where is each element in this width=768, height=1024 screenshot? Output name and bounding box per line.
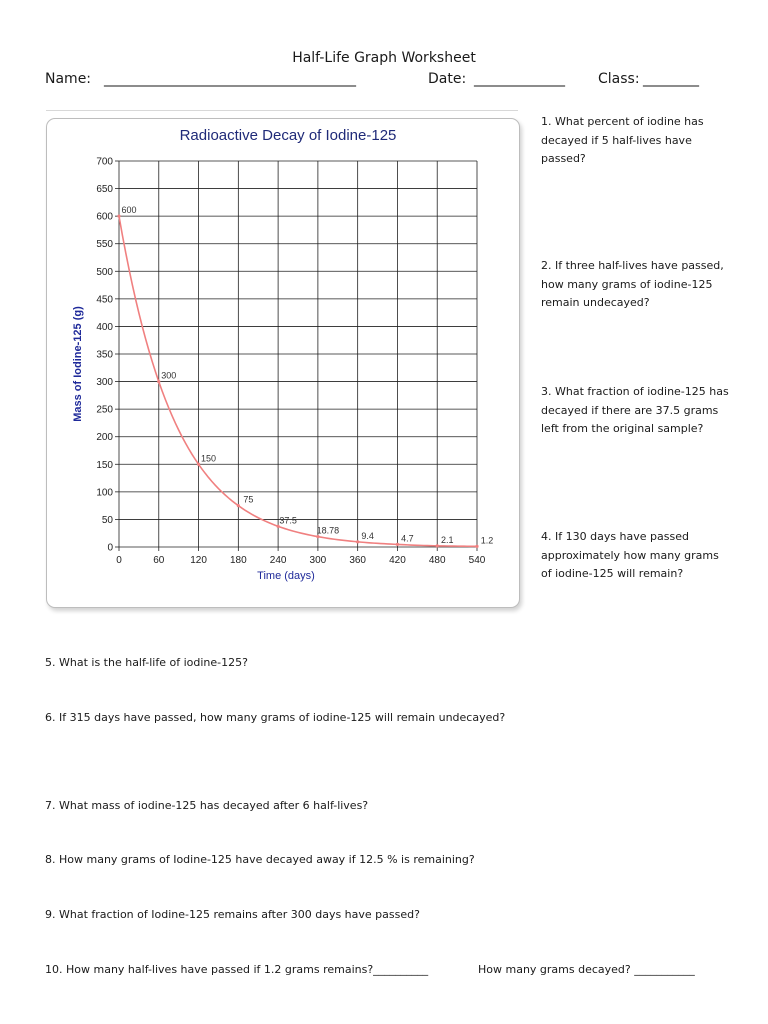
- data-point: [117, 215, 120, 218]
- x-tick-label: 0: [116, 555, 122, 566]
- date-label: Date:: [428, 71, 467, 87]
- data-point: [157, 380, 160, 383]
- class-label: Class:: [598, 71, 640, 87]
- y-tick-label: 700: [96, 156, 113, 168]
- question-10-part-b: How many grams decayed? ___________: [478, 963, 695, 976]
- data-label: 300: [161, 370, 177, 381]
- y-tick-label: 400: [96, 321, 113, 333]
- y-tick-label: 150: [96, 459, 113, 471]
- x-tick-label: 300: [309, 555, 327, 566]
- data-point: [356, 540, 359, 543]
- data-label: 4.7: [401, 533, 414, 544]
- question-10: 10. How many half-lives have passed if 1.2 grams remains?__________: [45, 963, 429, 976]
- question-9: 9. What fraction of Iodine-125 remains after 300 days have passed?: [45, 908, 420, 921]
- x-tick-label: 540: [468, 555, 486, 566]
- question-3: 3. What fraction of iodine-125 has decayed if there are 37.5 grams left from the original sample?: [541, 385, 729, 435]
- y-tick-label: 0: [107, 542, 113, 554]
- data-point: [197, 463, 200, 466]
- divider: [46, 110, 518, 111]
- x-axis-label: Time (days): [257, 570, 315, 582]
- question-5: 5. What is the half-life of iodine-125?: [45, 656, 248, 669]
- y-axis-label: Mass of Iodine-125 (g): [72, 306, 84, 422]
- y-tick-label: 50: [101, 514, 113, 526]
- y-tick-label: 550: [96, 239, 113, 251]
- y-tick-label: 500: [96, 266, 113, 278]
- y-tick-label: 200: [96, 432, 113, 444]
- data-point: [475, 545, 478, 548]
- question-7: 7. What mass of iodine-125 has decayed after 6 half-lives?: [45, 799, 369, 812]
- y-tick-label: 450: [96, 294, 113, 306]
- x-tick-label: 480: [428, 555, 446, 566]
- question-6: 6. If 315 days have passed, how many grams of iodine-125 will remain undecayed?: [45, 711, 506, 724]
- y-tick-label: 250: [96, 404, 113, 416]
- chart-title: Radioactive Decay of Iodine-125: [179, 127, 397, 144]
- y-tick-label: 350: [96, 349, 113, 361]
- decay-chart: [47, 119, 519, 607]
- data-label: 75: [243, 494, 254, 505]
- name-label: Name:: [45, 71, 92, 87]
- class-field[interactable]: ________: [643, 71, 699, 87]
- data-label: 600: [121, 205, 137, 216]
- x-tick-label: 420: [389, 555, 406, 566]
- data-label: 1.2: [480, 535, 494, 546]
- x-tick-label: 360: [349, 555, 367, 566]
- x-tick-label: 60: [153, 555, 165, 566]
- name-field[interactable]: ____________________________________: [104, 71, 356, 87]
- x-tick-label: 120: [190, 555, 207, 566]
- data-point: [436, 544, 439, 547]
- data-label: 18.78: [316, 525, 340, 536]
- data-point: [237, 504, 240, 507]
- worksheet-title: Half-Life Graph Worksheet: [292, 50, 476, 66]
- x-tick-label: 180: [229, 555, 247, 566]
- date-field[interactable]: _____________: [474, 71, 565, 87]
- x-tick-label: 240: [269, 555, 287, 566]
- data-label: 37.5: [279, 515, 297, 526]
- data-label: 2.1: [440, 534, 454, 545]
- y-tick-label: 650: [96, 184, 113, 196]
- question-2: 2. If three half-lives have passed, how many grams of iodine-125 remain undecayed?: [541, 259, 724, 309]
- question-4: 4. If 130 days have passed approximately how many grams of iodine-125 will remain?: [541, 530, 719, 580]
- data-label: 9.4: [361, 530, 374, 541]
- y-tick-label: 600: [96, 211, 113, 223]
- question-1: 1. What percent of iodine has decayed if 5 half-lives have passed?: [541, 115, 704, 165]
- data-label: 150: [201, 453, 217, 464]
- data-point: [396, 543, 399, 546]
- chart-panel: [46, 118, 520, 608]
- y-tick-label: 300: [96, 377, 113, 389]
- y-tick-label: 100: [96, 487, 113, 499]
- question-8: 8. How many grams of Iodine-125 have decayed away if 12.5 % is remaining?: [45, 853, 475, 866]
